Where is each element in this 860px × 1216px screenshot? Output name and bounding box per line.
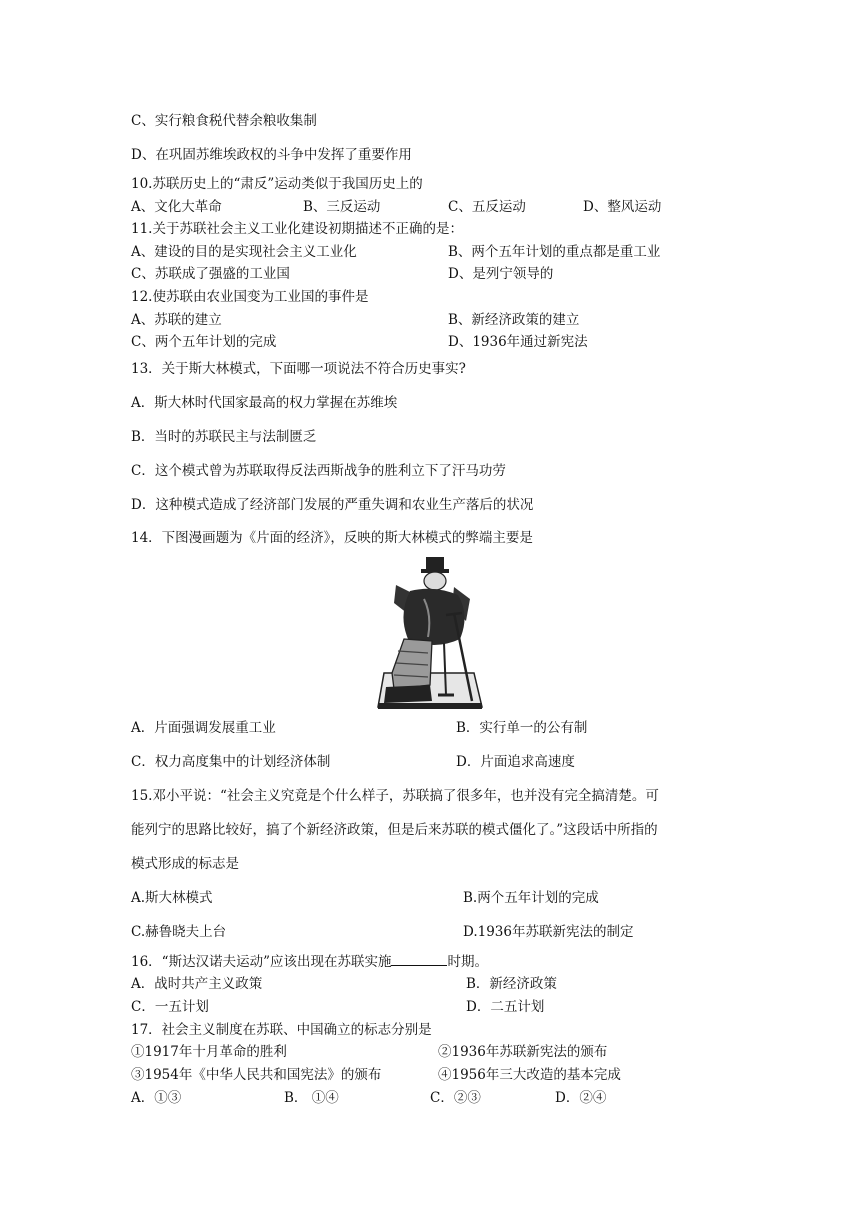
q16-stem [131, 953, 488, 971]
q11-option-b: B、两个五年计划的重点都是重工业 [448, 244, 661, 260]
q16-stem-pre: 16．“斯达汉诺夫运动”应该出现在苏联实施 [131, 954, 392, 970]
q12-option-a: A、苏联的建立 [131, 312, 222, 328]
q10-option-c: C、五反运动 [448, 199, 526, 215]
q15-stem-line2: 能列宁的思路比较好，搞了个新经济政策，但是后来苏联的模式僵化了。”这段话中所指的 [131, 822, 658, 838]
q13-stem: 13．关于斯大林模式，下面哪一项说法不符合历史事实? [131, 361, 466, 377]
q17-option-b: B． ①④ [284, 1090, 339, 1106]
q15-option-b: B.两个五年计划的完成 [463, 890, 599, 906]
q17-item-1: ①1917年十月革命的胜利 [131, 1044, 287, 1060]
q10-option-d: D、整风运动 [583, 199, 662, 215]
q12-option-d: D、1936年通过新宪法 [448, 334, 588, 350]
q13-option-b: B．当时的苏联民主与法制匮乏 [131, 429, 317, 445]
q9-option-d: D、在巩固苏维埃政权的斗争中发挥了重要作用 [131, 147, 412, 163]
q11-option-d: D、是列宁领导的 [448, 266, 554, 282]
q16-option-a: A．战时共产主义政策 [131, 976, 263, 992]
q13-option-c: C．这个模式曾为苏联取得反法西斯战争的胜利立下了汗马功劳 [131, 463, 506, 479]
q12-option-c: C、两个五年计划的完成 [131, 334, 277, 350]
cartoon-illustration [374, 555, 484, 711]
q9-option-c: C、实行粮食税代替余粮收集制 [131, 113, 317, 129]
q15-option-c: C.赫鲁晓夫上台 [131, 924, 227, 940]
q12-stem: 12.使苏联由农业国变为工业国的事件是 [131, 289, 369, 305]
q16-option-d: D．二五计划 [466, 999, 545, 1015]
q11-option-c: C、苏联成了强盛的工业国 [131, 266, 290, 282]
q11-option-a: A、建设的目的是实现社会主义工业化 [131, 244, 357, 260]
q14-option-c: C．权力高度集中的计划经济体制 [131, 754, 331, 770]
q14-option-b: B．实行单一的公有制 [456, 720, 588, 736]
q14-option-a: A．片面强调发展重工业 [131, 720, 276, 736]
q14-option-d: D．片面追求高速度 [456, 754, 575, 770]
q10-option-b: B、三反运动 [303, 199, 381, 215]
q15-option-a: A.斯大林模式 [131, 890, 213, 906]
q16-stem-post: 时期。 [447, 954, 488, 970]
q10-option-a: A、文化大革命 [131, 199, 222, 215]
q17-item-3: ③1954年《中华人民共和国宪法》的颁布 [131, 1067, 382, 1083]
q17-option-a: A．①③ [131, 1090, 182, 1106]
q15-stem-line1: 15.邓小平说：“社会主义究竟是个什么样子，苏联搞了很多年，也并没有完全搞清楚。可 [131, 788, 659, 804]
q16-option-b: B．新经济政策 [466, 976, 557, 992]
q17-option-c: C．②③ [430, 1090, 481, 1106]
q16-answer-blank [391, 953, 447, 966]
q14-stem: 14．下图漫画题为《片面的经济》，反映的斯大林模式的弊端主要是 [131, 530, 533, 546]
q17-item-2: ②1936年苏联新宪法的颁布 [438, 1044, 608, 1060]
q15-option-d: D.1936年苏联新宪法的制定 [463, 924, 634, 940]
q10-stem: 10.苏联历史上的“肃反”运动类似于我国历史上的 [131, 176, 423, 192]
q17-item-4: ④1956年三大改造的基本完成 [438, 1067, 621, 1083]
q11-stem: 11.关于苏联社会主义工业化建设初期描述不正确的是： [131, 221, 463, 237]
q17-stem: 17．社会主义制度在苏联、中国确立的标志分别是 [131, 1022, 432, 1038]
q16-option-c: C．一五计划 [131, 999, 209, 1015]
q12-option-b: B、新经济政策的建立 [448, 312, 580, 328]
q17-option-d: D．②④ [555, 1090, 607, 1106]
q13-option-d: D．这种模式造成了经济部门发展的严重失调和农业生产落后的状况 [131, 497, 534, 513]
q15-stem-line3: 模式形成的标志是 [131, 856, 239, 872]
q13-option-a: A．斯大林时代国家最高的权力掌握在苏维埃 [131, 395, 398, 411]
